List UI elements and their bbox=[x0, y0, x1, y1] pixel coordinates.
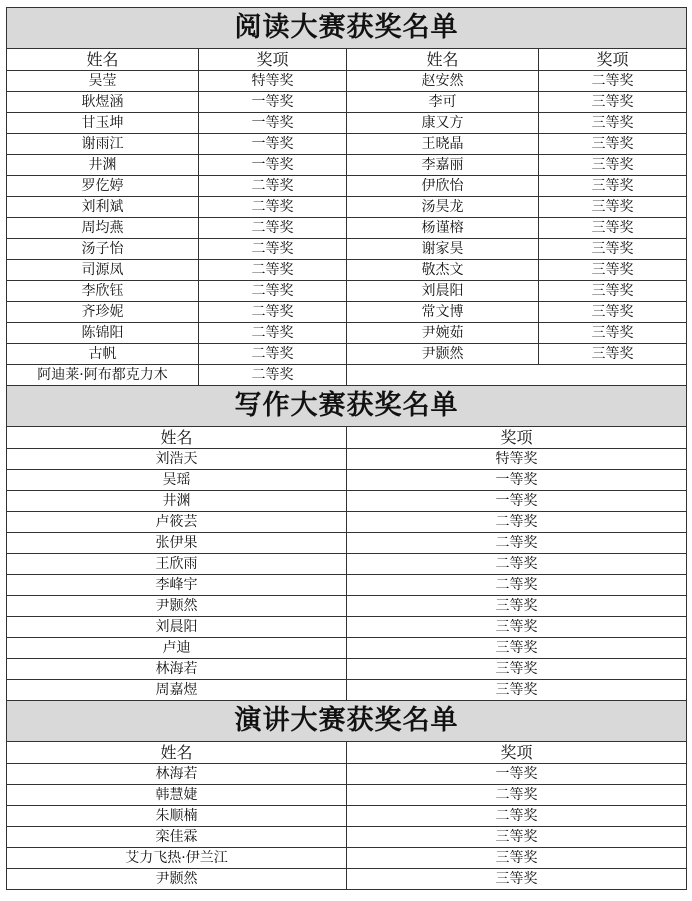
winner-name: 艾力飞热·伊兰江 bbox=[7, 848, 347, 869]
table-row bbox=[7, 281, 687, 302]
award-sheet bbox=[6, 7, 686, 890]
award-level: 三等奖 bbox=[539, 176, 687, 197]
award-level: 一等奖 bbox=[199, 92, 347, 113]
award-level: 二等奖 bbox=[539, 71, 687, 92]
winner-name: 古帆 bbox=[7, 344, 199, 365]
award-level: 二等奖 bbox=[199, 302, 347, 323]
winner-name: 卢迪 bbox=[7, 638, 347, 659]
winner-name: 井渊 bbox=[7, 491, 347, 512]
table-row bbox=[7, 638, 687, 659]
winner-name: 杨谨榕 bbox=[347, 218, 539, 239]
winner-name: 周均燕 bbox=[7, 218, 199, 239]
award-level: 三等奖 bbox=[347, 638, 687, 659]
winner-name: 刘利斌 bbox=[7, 197, 199, 218]
winner-name: 周嘉煜 bbox=[7, 680, 347, 701]
award-level: 三等奖 bbox=[539, 197, 687, 218]
table-row bbox=[7, 533, 687, 554]
winner-name: 伊欣怡 bbox=[347, 176, 539, 197]
awards-table bbox=[6, 7, 687, 890]
award-level: 二等奖 bbox=[347, 785, 687, 806]
winner-name: 尹颢然 bbox=[347, 344, 539, 365]
reading-name-header-right: 姓名 bbox=[347, 49, 539, 71]
award-level: 二等奖 bbox=[199, 323, 347, 344]
winner-name: 李欣钰 bbox=[7, 281, 199, 302]
table-row bbox=[7, 71, 687, 92]
winner-name: 卢筱芸 bbox=[7, 512, 347, 533]
table-row bbox=[7, 869, 687, 890]
table-row bbox=[7, 449, 687, 470]
winner-name: 陈锦阳 bbox=[7, 323, 199, 344]
winner-name: 刘晨阳 bbox=[347, 281, 539, 302]
award-level: 特等奖 bbox=[347, 449, 687, 470]
table-row bbox=[7, 659, 687, 680]
winner-name: 刘浩天 bbox=[7, 449, 347, 470]
reading-title: 阅读大赛获奖名单 bbox=[7, 8, 687, 49]
table-row bbox=[7, 323, 687, 344]
award-level: 三等奖 bbox=[539, 302, 687, 323]
reading-award-header-right: 奖项 bbox=[539, 49, 687, 71]
award-level: 三等奖 bbox=[347, 869, 687, 890]
award-level: 二等奖 bbox=[199, 260, 347, 281]
reading-award-header-left: 奖项 bbox=[199, 49, 347, 71]
award-level: 二等奖 bbox=[199, 218, 347, 239]
table-row bbox=[7, 260, 687, 281]
award-level: 二等奖 bbox=[199, 344, 347, 365]
award-level: 一等奖 bbox=[199, 134, 347, 155]
winner-name: 司源凤 bbox=[7, 260, 199, 281]
winner-name: 汤子怡 bbox=[7, 239, 199, 260]
writing-name-header: 姓名 bbox=[7, 427, 347, 449]
award-level: 二等奖 bbox=[347, 806, 687, 827]
award-level: 三等奖 bbox=[347, 680, 687, 701]
winner-name: 赵安然 bbox=[347, 71, 539, 92]
winner-name: 林海若 bbox=[7, 659, 347, 680]
winner-name: 张伊果 bbox=[7, 533, 347, 554]
winner-name: 耿煜涵 bbox=[7, 92, 199, 113]
winner-name: 谢雨江 bbox=[7, 134, 199, 155]
award-level: 一等奖 bbox=[199, 155, 347, 176]
award-level: 一等奖 bbox=[347, 491, 687, 512]
award-level: 三等奖 bbox=[347, 848, 687, 869]
winner-name: 康又方 bbox=[347, 113, 539, 134]
table-row bbox=[7, 92, 687, 113]
table-row bbox=[7, 218, 687, 239]
winner-name: 刘晨阳 bbox=[7, 617, 347, 638]
winner-name: 李峰宇 bbox=[7, 575, 347, 596]
award-level: 二等奖 bbox=[347, 554, 687, 575]
reading-name-header-left: 姓名 bbox=[7, 49, 199, 71]
award-level: 二等奖 bbox=[199, 365, 347, 386]
award-level: 三等奖 bbox=[347, 659, 687, 680]
table-row bbox=[7, 176, 687, 197]
winner-name: 韩慧婕 bbox=[7, 785, 347, 806]
winner-name: 尹颢然 bbox=[7, 596, 347, 617]
award-level: 三等奖 bbox=[347, 827, 687, 848]
table-row bbox=[7, 302, 687, 323]
speech-title: 演讲大赛获奖名单 bbox=[7, 701, 687, 742]
table-row bbox=[7, 554, 687, 575]
winner-name: 甘玉坤 bbox=[7, 113, 199, 134]
award-level: 一等奖 bbox=[347, 764, 687, 785]
award-level: 二等奖 bbox=[347, 575, 687, 596]
winner-name: 李嘉丽 bbox=[347, 155, 539, 176]
award-level: 三等奖 bbox=[347, 617, 687, 638]
award-level: 三等奖 bbox=[539, 344, 687, 365]
winner-name: 敬杰文 bbox=[347, 260, 539, 281]
table-row bbox=[7, 113, 687, 134]
winner-name: 阿迪莱·阿布都克力木 bbox=[7, 365, 199, 386]
table-row bbox=[7, 806, 687, 827]
award-level: 三等奖 bbox=[539, 260, 687, 281]
award-level: 二等奖 bbox=[199, 176, 347, 197]
winner-name: 林海若 bbox=[7, 764, 347, 785]
award-level: 二等奖 bbox=[199, 239, 347, 260]
award-level: 三等奖 bbox=[539, 239, 687, 260]
reading-section bbox=[7, 8, 687, 386]
empty-cell bbox=[347, 365, 687, 386]
award-level: 三等奖 bbox=[539, 113, 687, 134]
table-row bbox=[7, 596, 687, 617]
winner-name: 井渊 bbox=[7, 155, 199, 176]
table-row bbox=[7, 680, 687, 701]
table-row bbox=[7, 848, 687, 869]
award-level: 三等奖 bbox=[347, 596, 687, 617]
award-level: 一等奖 bbox=[199, 113, 347, 134]
award-level: 三等奖 bbox=[539, 218, 687, 239]
winner-name: 栾佳霖 bbox=[7, 827, 347, 848]
table-row bbox=[7, 512, 687, 533]
writing-award-header: 奖项 bbox=[347, 427, 687, 449]
winner-name: 王晓晶 bbox=[347, 134, 539, 155]
speech-award-header: 奖项 bbox=[347, 742, 687, 764]
table-row bbox=[7, 344, 687, 365]
winner-name: 谢家昊 bbox=[347, 239, 539, 260]
award-level: 三等奖 bbox=[539, 92, 687, 113]
winner-name: 朱顺楠 bbox=[7, 806, 347, 827]
award-level: 特等奖 bbox=[199, 71, 347, 92]
table-row bbox=[7, 155, 687, 176]
table-row bbox=[7, 785, 687, 806]
table-row bbox=[7, 365, 687, 386]
speech-section bbox=[7, 701, 687, 890]
winner-name: 吴莹 bbox=[7, 71, 199, 92]
award-level: 三等奖 bbox=[539, 134, 687, 155]
award-level: 二等奖 bbox=[199, 281, 347, 302]
table-row bbox=[7, 134, 687, 155]
winner-name: 尹颢然 bbox=[7, 869, 347, 890]
table-row bbox=[7, 491, 687, 512]
winner-name: 尹婉茹 bbox=[347, 323, 539, 344]
table-row bbox=[7, 575, 687, 596]
winner-name: 齐珍妮 bbox=[7, 302, 199, 323]
award-level: 二等奖 bbox=[199, 197, 347, 218]
award-level: 三等奖 bbox=[539, 323, 687, 344]
winner-name: 吴瑶 bbox=[7, 470, 347, 491]
table-row bbox=[7, 197, 687, 218]
winner-name: 汤昊龙 bbox=[347, 197, 539, 218]
winner-name: 常文博 bbox=[347, 302, 539, 323]
writing-title: 写作大赛获奖名单 bbox=[7, 386, 687, 427]
winner-name: 罗仡婷 bbox=[7, 176, 199, 197]
award-level: 二等奖 bbox=[347, 533, 687, 554]
award-level: 三等奖 bbox=[539, 155, 687, 176]
speech-name-header: 姓名 bbox=[7, 742, 347, 764]
table-row bbox=[7, 239, 687, 260]
award-level: 二等奖 bbox=[347, 512, 687, 533]
award-level: 三等奖 bbox=[539, 281, 687, 302]
table-row bbox=[7, 764, 687, 785]
award-level: 一等奖 bbox=[347, 470, 687, 491]
table-row bbox=[7, 470, 687, 491]
winner-name: 李可 bbox=[347, 92, 539, 113]
table-row bbox=[7, 617, 687, 638]
winner-name: 王欣雨 bbox=[7, 554, 347, 575]
writing-section bbox=[7, 386, 687, 701]
table-row bbox=[7, 827, 687, 848]
